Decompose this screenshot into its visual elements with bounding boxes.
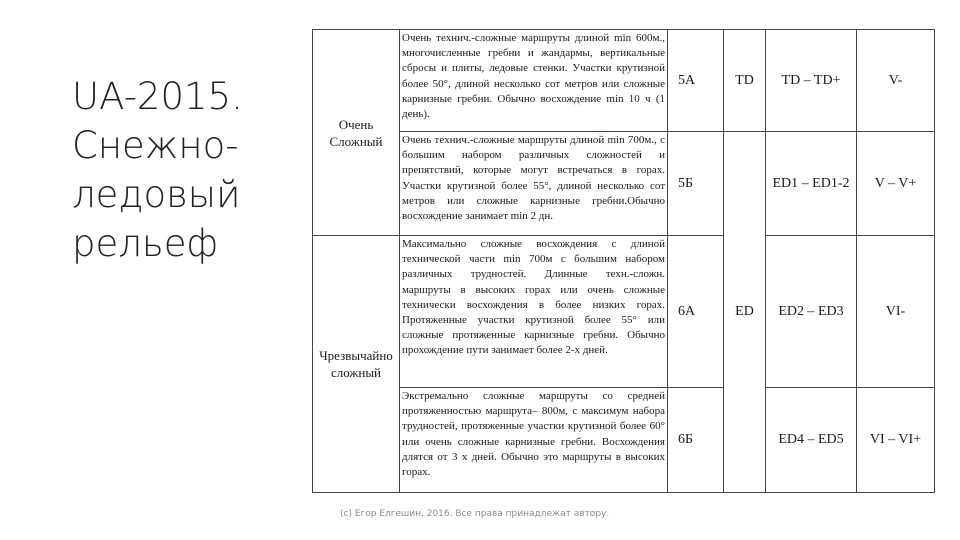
uiaa-cell: V – V+ (857, 132, 935, 236)
difficulty-table (312, 29, 935, 493)
alpine-range-cell: TD – TD+ (766, 30, 857, 132)
alpine-grade-cell: TD (724, 30, 766, 132)
table-row (313, 30, 935, 132)
category-cell: Чрезвычайно сложный (313, 236, 400, 493)
description-cell: Очень технич.-сложные маршруты длиной min 700м., с большим набором различных сложностей и препятствий, которые могут встречаться в горах. Участки крутизной более 55°, длиной несколько сот метров или сложные карнизные гребни.Обычно восхождение занимает min 2 дн. (400, 132, 668, 236)
table-row (313, 236, 935, 388)
slide-title: UA-2015. Снежно- ледовый рельеф (72, 75, 243, 265)
table-row (313, 388, 935, 493)
grade-cell: 5А (668, 30, 724, 132)
description-cell: Очень технич.-сложные маршруты длиной min 600м., многочисленные гребни и жандармы, вертикальные сбросы и плиты, ледовые стенки. Участки крутизной более 50°, длиной несколько сот метров или сложные карнизные гребни. Обычно восхождение min 10 ч (1 день). (400, 30, 668, 132)
alpine-range-cell: ED2 – ED3 (766, 236, 857, 388)
table-row (313, 132, 935, 236)
merged-ed-cell: ED (724, 132, 766, 493)
category-cell: Очень Сложный (313, 30, 400, 236)
uiaa-cell: VI – VI+ (857, 388, 935, 493)
uiaa-cell: VI- (857, 236, 935, 388)
description-cell: Экстремально сложные маршруты со средней протяженностью маршрута– 800м, с максимум набора трудностей, протяженные участки крутизной более 60° или очень сложные карнизные гребни. Восхождения длятся от 3 х дней. Обычно это маршруты в высоких горах. (400, 388, 668, 493)
description-cell: Максимально сложные восхождения с длиной технической части min 700м с большим набором различных трудностей. Длинные техн.-сложн. маршруты в высоких горах или очень сложные технически восхождения в более низких горах. Протяженные участки крутизной более 55° или сложные протяженные карнизные гребни. Обычно прохождение пути занимает более 2-х дней. (400, 236, 668, 388)
grade-cell: 6Б (668, 388, 724, 493)
grade-cell: 5Б (668, 132, 724, 236)
alpine-range-cell: ED4 – ED5 (766, 388, 857, 493)
grade-cell: 6А (668, 236, 724, 388)
copyright-footer: (c) Егор Елгешин, 2016. Все права принадлежат автору. (340, 509, 610, 519)
uiaa-cell: V- (857, 30, 935, 132)
alpine-range-cell: ED1 – ED1-2 (766, 132, 857, 236)
